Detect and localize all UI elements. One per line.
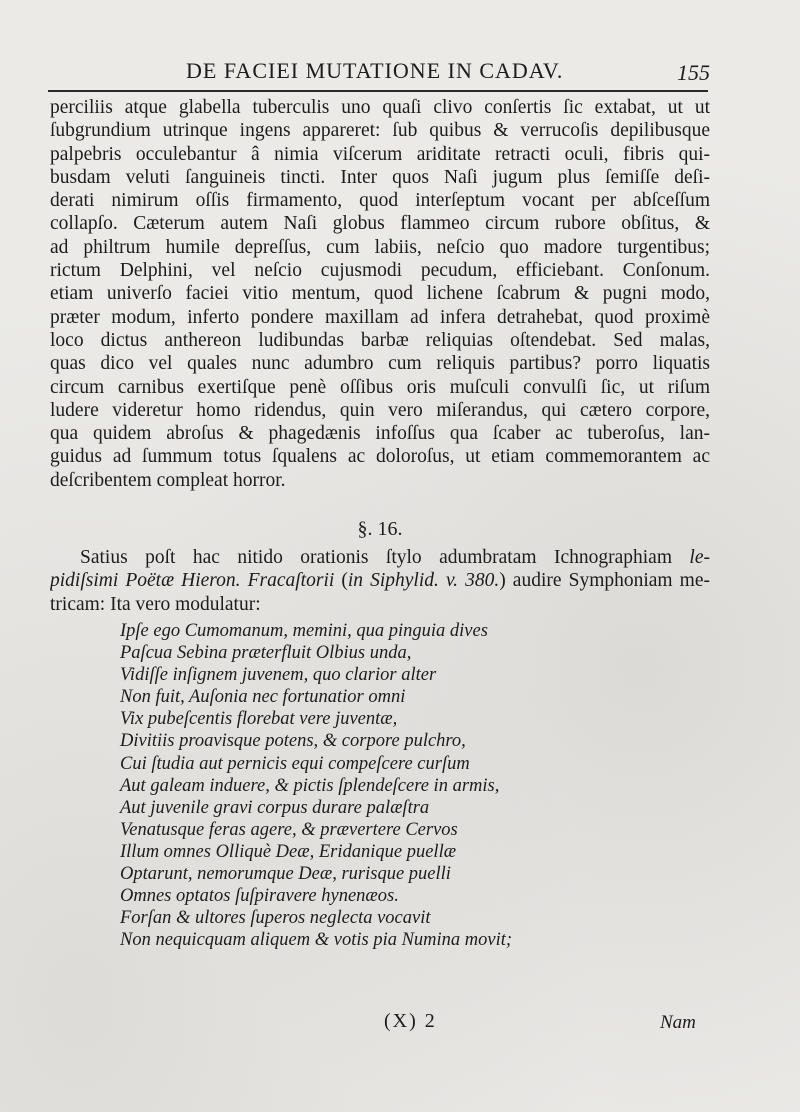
paragraph-intro [50,546,710,616]
verse-line: Vidiſſe inſignem juvenem, quo clarior alter [120,665,437,686]
catchword: Nam [660,1012,696,1033]
text-span: ) audire Symphoniam me- [499,570,710,592]
running-header [118,52,708,92]
text-line [50,546,710,569]
citation: in Siphylid. v. 380. [347,570,500,592]
text-line: etiam univerſo faciei vitio mentum, quod lichene ſcabrum & pugni modo, [50,283,710,305]
header-rule [48,90,708,92]
text-line: derati nimirum oſſis firmamento, quod interſeptum vocant per abſceſſum [50,190,710,212]
verse-line: Paſcua Sebina præterfluit Olbius unda, [120,643,412,664]
verse-line: Venatusque feras agere, & prævertere Cervos [120,819,458,840]
verse-line: Non nequicquam aliquem & votis pia Numina movit; [120,930,513,951]
text-line: quas dico vel quales nunc adumbro cum reliquis partibus? porro liquatis [50,353,710,375]
section-heading: §. 16. [357,518,403,540]
text-line: qua quidem abroſus & phagedænis infoſſus qua ſcaber ac tuberoſus, lan- [50,423,710,445]
paragraph-main [50,96,710,492]
verse-line: Ipſe ego Cumomanum, memini, qua pinguia dives [120,621,488,641]
text-span: Satius poſt hac nitido orationis ſtylo adumbratam Ichnographiam [80,547,690,568]
page-number: 155 [677,60,710,85]
text-line: palpebris occulebantur â nimia viſcerum ariditate retracti oculi, fibris qui- [50,143,710,165]
verse-line: Divitiis proavisque potens, & corpore pulchro, [120,731,466,752]
verse-line: Omnes optatos ſuſpiravere hynenæos. [120,886,399,907]
text-line: circum carnibus exertiſque penè oſſibus oris muſculi convulſi ſic, ut riſum [50,376,710,398]
text-line: præter modum, inferto pondere maxillam ad infera detrahebat, quod proximè [50,306,710,328]
text-line: guidus ad ſummum totus ſqualens ac doloroſus, ut etiam commemorantem ac [50,446,710,468]
italic-span: pidiſsimi Poëtæ Hieron. Fracaſtorii [50,570,335,592]
text-line: ludere videretur homo ridendus, quin vero miſerandus, qui cætero corpore, [50,399,710,421]
running-title: DE FACIEI MUTATIONE IN CADAV. [186,58,564,83]
verse-line: Forſan & ultores ſuperos neglecta vocavit [120,908,431,929]
signature-mark: (X) 2 [384,1010,437,1032]
text-line: deſcribentem compleat horror. [50,469,286,491]
verse-line: Aut galeam induere, & pictis ſplendeſcere in armis, [120,775,500,796]
text-line: ſubgrundium utrinque ingens appareret: ſub quibus & verrucoſis depilibusque [50,120,710,142]
verse-line: Cui ſtudia aut pernicis equi compeſcere curſum [120,753,470,774]
text-line: collapſo. Cæterum autem Naſi globus flammeo circum rubore obſitus, & [50,213,710,235]
text-line: perciliis atque glabella tuberculis uno quaſi clivo conſertis ſic extabat, ut ut [50,97,710,118]
text-line: tricam: Ita vero modulatur: [50,593,261,615]
text-line: ad philtrum humile depreſſus, cum labiis, neſcio quo madore turgentibus; [50,236,710,258]
italic-span: le- [689,547,710,568]
text-line: rictum Delphini, vel neſcio cujusmodi pecudum, efficiebant. Conſonum. [50,260,710,282]
text-line [50,569,710,592]
verse-quotation [120,620,580,951]
text-span: ( [334,570,348,592]
text-line: busdam veluti ſanguineis tincti. Inter quos Naſi jugum plus ſemiſſe deſi- [50,166,710,188]
verse-line: Illum omnes Olliquè Deæ, Eridanique puellæ [120,841,457,862]
verse-line: Vix pubeſcentis florebat vere juventæ, [120,709,398,730]
verse-line: Non fuit, Auſonia nec fortunatior omni [120,687,406,708]
verse-line: Aut juvenile gravi corpus durare palæſtra [120,797,430,818]
text-line: loco dictus anthereon ludibundas barbæ reliquias oſtendebat. Sed malas, [50,329,710,351]
verse-line: Optarunt, nemorumque Deæ, rurisque puelli [120,864,451,885]
